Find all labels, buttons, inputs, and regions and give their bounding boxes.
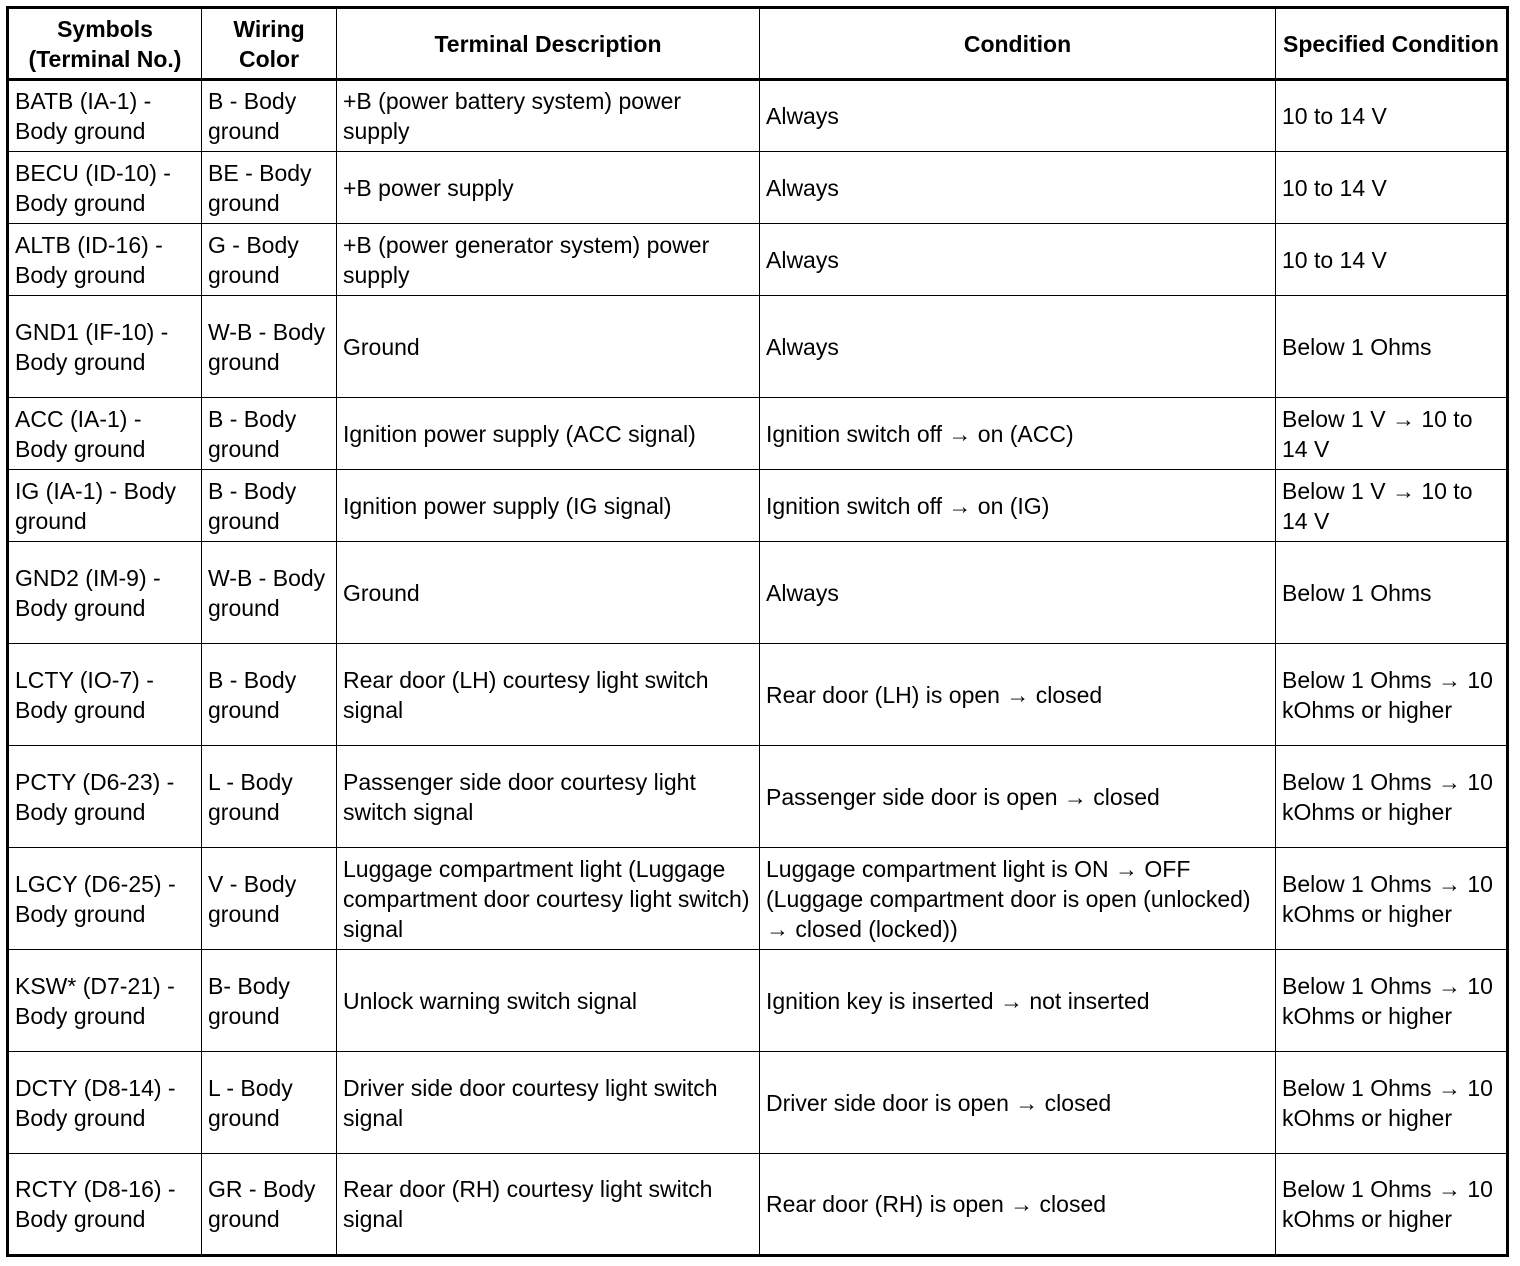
table-row (8, 470, 1508, 542)
cell-specified-condition: 10 to 14 V (1276, 80, 1508, 152)
cell-wiring-color: B- Body ground (202, 950, 337, 1052)
cell-wiring-color: B - Body ground (202, 398, 337, 470)
cell-wiring-color: L - Body ground (202, 1052, 337, 1154)
cell-symbol: BATB (IA-1) - Body ground (8, 80, 202, 152)
cell-specified-condition: Below 1 Ohms (1276, 296, 1508, 398)
cell-description: Driver side door courtesy light switch signal (337, 1052, 760, 1154)
cell-specified-condition: Below 1 Ohms → 10 kOhms or higher (1276, 848, 1508, 950)
cell-description: Ground (337, 296, 760, 398)
cell-symbol: ALTB (ID-16) - Body ground (8, 224, 202, 296)
header-row (8, 8, 1508, 80)
cell-specified-condition: Below 1 Ohms → 10 kOhms or higher (1276, 1052, 1508, 1154)
cell-symbol: PCTY (D6-23) - Body ground (8, 746, 202, 848)
cell-specified-condition: 10 to 14 V (1276, 224, 1508, 296)
cell-description: Ignition power supply (ACC signal) (337, 398, 760, 470)
cell-wiring-color: W-B - Body ground (202, 542, 337, 644)
cell-symbol: LCTY (IO-7) - Body ground (8, 644, 202, 746)
cell-condition: Passenger side door is open → closed (760, 746, 1276, 848)
cell-description: Rear door (LH) courtesy light switch signal (337, 644, 760, 746)
cell-symbol: LGCY (D6-25) - Body ground (8, 848, 202, 950)
cell-wiring-color: B - Body ground (202, 644, 337, 746)
table-row (8, 224, 1508, 296)
cell-condition: Always (760, 542, 1276, 644)
table-row (8, 848, 1508, 950)
cell-wiring-color: B - Body ground (202, 80, 337, 152)
cell-description: Rear door (RH) courtesy light switch signal (337, 1154, 760, 1256)
table-row (8, 644, 1508, 746)
cell-wiring-color: W-B - Body ground (202, 296, 337, 398)
cell-wiring-color: BE - Body ground (202, 152, 337, 224)
cell-condition: Always (760, 80, 1276, 152)
cell-description: Unlock warning switch signal (337, 950, 760, 1052)
cell-condition: Always (760, 152, 1276, 224)
cell-condition: Always (760, 224, 1276, 296)
cell-description: +B (power generator system) power supply (337, 224, 760, 296)
cell-condition: Ignition switch off → on (ACC) (760, 398, 1276, 470)
cell-specified-condition: 10 to 14 V (1276, 152, 1508, 224)
table-row (8, 296, 1508, 398)
cell-condition: Always (760, 296, 1276, 398)
table-row (8, 542, 1508, 644)
table-row (8, 80, 1508, 152)
cell-wiring-color: GR - Body ground (202, 1154, 337, 1256)
cell-wiring-color: G - Body ground (202, 224, 337, 296)
cell-symbol: DCTY (D8-14) - Body ground (8, 1052, 202, 1154)
cell-condition: Rear door (LH) is open → closed (760, 644, 1276, 746)
cell-symbol: GND2 (IM-9) - Body ground (8, 542, 202, 644)
header-terminal-description: Terminal Description (337, 8, 760, 80)
cell-symbol: BECU (ID-10) - Body ground (8, 152, 202, 224)
cell-condition: Luggage compartment light is ON → OFF (Luggage compartment door is open (unlocked) → closed (locked)) (760, 848, 1276, 950)
header-condition: Condition (760, 8, 1276, 80)
header-symbols: Symbols (Terminal No.) (8, 8, 202, 80)
cell-description: +B (power battery system) power supply (337, 80, 760, 152)
cell-specified-condition: Below 1 Ohms → 10 kOhms or higher (1276, 644, 1508, 746)
cell-wiring-color: B - Body ground (202, 470, 337, 542)
cell-condition: Rear door (RH) is open → closed (760, 1154, 1276, 1256)
table-row (8, 1154, 1508, 1256)
cell-specified-condition: Below 1 V → 10 to 14 V (1276, 470, 1508, 542)
table-row (8, 746, 1508, 848)
cell-wiring-color: V - Body ground (202, 848, 337, 950)
header-wiring-color: Wiring Color (202, 8, 337, 80)
cell-symbol: IG (IA-1) - Body ground (8, 470, 202, 542)
cell-symbol: KSW* (D7-21) - Body ground (8, 950, 202, 1052)
cell-condition: Driver side door is open → closed (760, 1052, 1276, 1154)
cell-condition: Ignition switch off → on (IG) (760, 470, 1276, 542)
cell-symbol: ACC (IA-1) - Body ground (8, 398, 202, 470)
cell-specified-condition: Below 1 Ohms → 10 kOhms or higher (1276, 746, 1508, 848)
terminal-spec-table (6, 6, 1509, 1257)
cell-description: Ground (337, 542, 760, 644)
cell-symbol: GND1 (IF-10) - Body ground (8, 296, 202, 398)
header-specified-condition: Specified Condition (1276, 8, 1508, 80)
cell-specified-condition: Below 1 Ohms → 10 kOhms or higher (1276, 1154, 1508, 1256)
table-row (8, 1052, 1508, 1154)
cell-symbol: RCTY (D8-16) - Body ground (8, 1154, 202, 1256)
cell-specified-condition: Below 1 V → 10 to 14 V (1276, 398, 1508, 470)
table-row (8, 950, 1508, 1052)
table-row (8, 152, 1508, 224)
cell-description: +B power supply (337, 152, 760, 224)
cell-specified-condition: Below 1 Ohms → 10 kOhms or higher (1276, 950, 1508, 1052)
cell-specified-condition: Below 1 Ohms (1276, 542, 1508, 644)
cell-description: Ignition power supply (IG signal) (337, 470, 760, 542)
cell-wiring-color: L - Body ground (202, 746, 337, 848)
cell-description: Luggage compartment light (Luggage compartment door courtesy light switch) signal (337, 848, 760, 950)
table-row (8, 398, 1508, 470)
cell-description: Passenger side door courtesy light switch signal (337, 746, 760, 848)
cell-condition: Ignition key is inserted → not inserted (760, 950, 1276, 1052)
